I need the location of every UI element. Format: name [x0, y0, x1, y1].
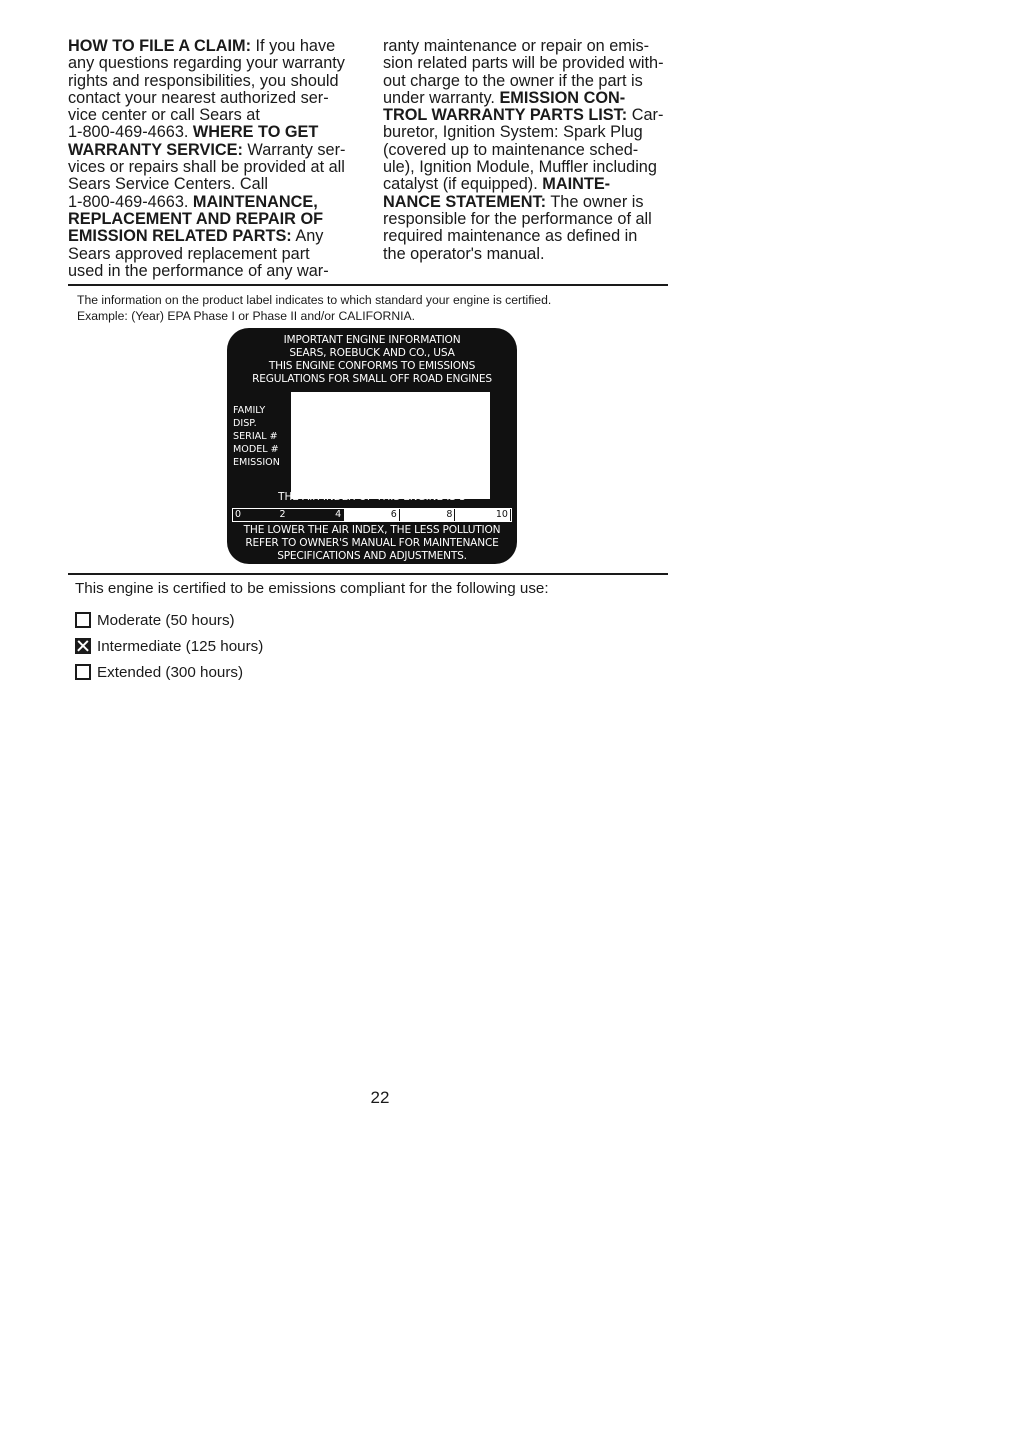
- text-line: TROL WARRANTY PARTS LIST: Car-: [383, 106, 664, 125]
- checkbox-extended[interactable]: [75, 664, 91, 680]
- certification-statement: This engine is certified to be emissions compliant for the following use:: [75, 580, 549, 597]
- air-index-statement: THE AIR INDEX OF THIS ENGINE IS 3: [278, 491, 466, 503]
- air-index-tick: 0: [235, 509, 242, 520]
- air-index-segment: [400, 509, 456, 521]
- page-number: 22: [370, 1088, 390, 1107]
- option-moderate-label: Moderate (50 hours): [97, 611, 235, 629]
- checkbox-intermediate[interactable]: [75, 638, 91, 654]
- top-divider: [68, 284, 668, 286]
- text-line: vices or repairs shall be provided at all: [68, 158, 345, 177]
- middle-divider: [68, 573, 668, 575]
- label-field-family: FAMILY: [233, 405, 266, 416]
- label-header-line: SEARS, ROEBUCK AND CO., USA: [289, 347, 455, 359]
- text-line: catalyst (if equipped). MAINTE-: [383, 175, 611, 194]
- text-line: under warranty. EMISSION CON-: [383, 88, 626, 107]
- text-line: out charge to the owner if the part is: [383, 71, 643, 90]
- text-line: (covered up to maintenance sched-: [383, 140, 639, 159]
- text-line: HOW TO FILE A CLAIM: If you have: [68, 37, 336, 55]
- text-line: ranty maintenance or repair on emis-: [383, 37, 650, 55]
- text-line: used in the performance of any war-: [68, 261, 329, 280]
- air-index-segment: [455, 509, 511, 521]
- label-info-note: The information on the product label indicates to which standard your engine is certified.: [77, 293, 552, 307]
- label-header-line: THIS ENGINE CONFORMS TO EMISSIONS: [268, 360, 476, 372]
- text-line: vice center or call Sears at: [68, 106, 260, 125]
- text-line: NANCE STATEMENT: The owner is: [383, 192, 644, 211]
- label-footer-line: SPECIFICATIONS AND ADJUSTMENTS.: [277, 550, 467, 562]
- option-intermediate-label: Intermediate (125 hours): [97, 637, 264, 655]
- label-field-emission: EMISSION: [233, 457, 280, 468]
- label-field-disp: DISP.: [233, 418, 257, 429]
- air-index-segment: [289, 509, 345, 521]
- air-index-tick: 4: [335, 509, 342, 520]
- label-field-serial: SERIAL #: [233, 431, 278, 442]
- checkbox-moderate[interactable]: [75, 612, 91, 628]
- text-line: required maintenance as defined in: [383, 227, 638, 246]
- text-line: Sears Service Centers. Call: [68, 175, 268, 194]
- label-footer-line: THE LOWER THE AIR INDEX, THE LESS POLLUTION: [243, 524, 501, 536]
- text-line: 1-800-469-4663. WHERE TO GET: [68, 123, 319, 142]
- air-index-scale: [232, 508, 512, 522]
- air-index-segment: [233, 509, 289, 521]
- air-index-tick: 2: [279, 509, 286, 520]
- warranty-text-right-column: [383, 38, 683, 263]
- label-field-model: MODEL #: [233, 444, 279, 455]
- text-line: 1-800-469-4663. MAINTENANCE,: [68, 192, 318, 211]
- air-index-tick: 6: [390, 509, 397, 520]
- text-line: REPLACEMENT AND REPAIR OF: [68, 209, 324, 228]
- label-header-line: IMPORTANT ENGINE INFORMATION: [283, 334, 461, 346]
- text-line: any questions regarding your warranty: [68, 54, 345, 73]
- air-index-tick: 10: [495, 509, 508, 520]
- warranty-text-left-column: [68, 38, 368, 280]
- label-header-line: REGULATIONS FOR SMALL OFF ROAD ENGINES: [252, 373, 492, 385]
- label-example-note: Example: (Year) EPA Phase I or Phase II and/or CALIFORNIA.: [77, 309, 416, 323]
- engine-information-label: [227, 328, 517, 564]
- text-line: rights and responsibilities, you should: [68, 71, 339, 90]
- text-line: ule), Ignition Module, Muffler including: [383, 158, 657, 177]
- option-extended-label: Extended (300 hours): [97, 663, 244, 681]
- text-line: EMISSION RELATED PARTS: Any: [68, 227, 324, 246]
- text-line: contact your nearest authorized ser-: [68, 88, 329, 107]
- text-line: sion related parts will be provided with-: [383, 54, 664, 73]
- air-index-tick: 8: [446, 509, 453, 520]
- option-intermediate[interactable]: [75, 636, 263, 656]
- label-blank-info-box: [291, 392, 490, 499]
- label-footer-line: REFER TO OWNER'S MANUAL FOR MAINTENANCE: [245, 537, 499, 549]
- text-line: WARRANTY SERVICE: Warranty ser-: [68, 140, 346, 159]
- text-line: Sears approved replacement part: [68, 244, 310, 263]
- text-line: responsible for the performance of all: [383, 209, 652, 228]
- option-extended[interactable]: [75, 662, 243, 682]
- text-line: buretor, Ignition System: Spark Plug: [383, 123, 643, 142]
- air-index-segment: [344, 509, 400, 521]
- option-moderate[interactable]: [75, 610, 235, 630]
- text-line: the operator's manual.: [383, 244, 545, 263]
